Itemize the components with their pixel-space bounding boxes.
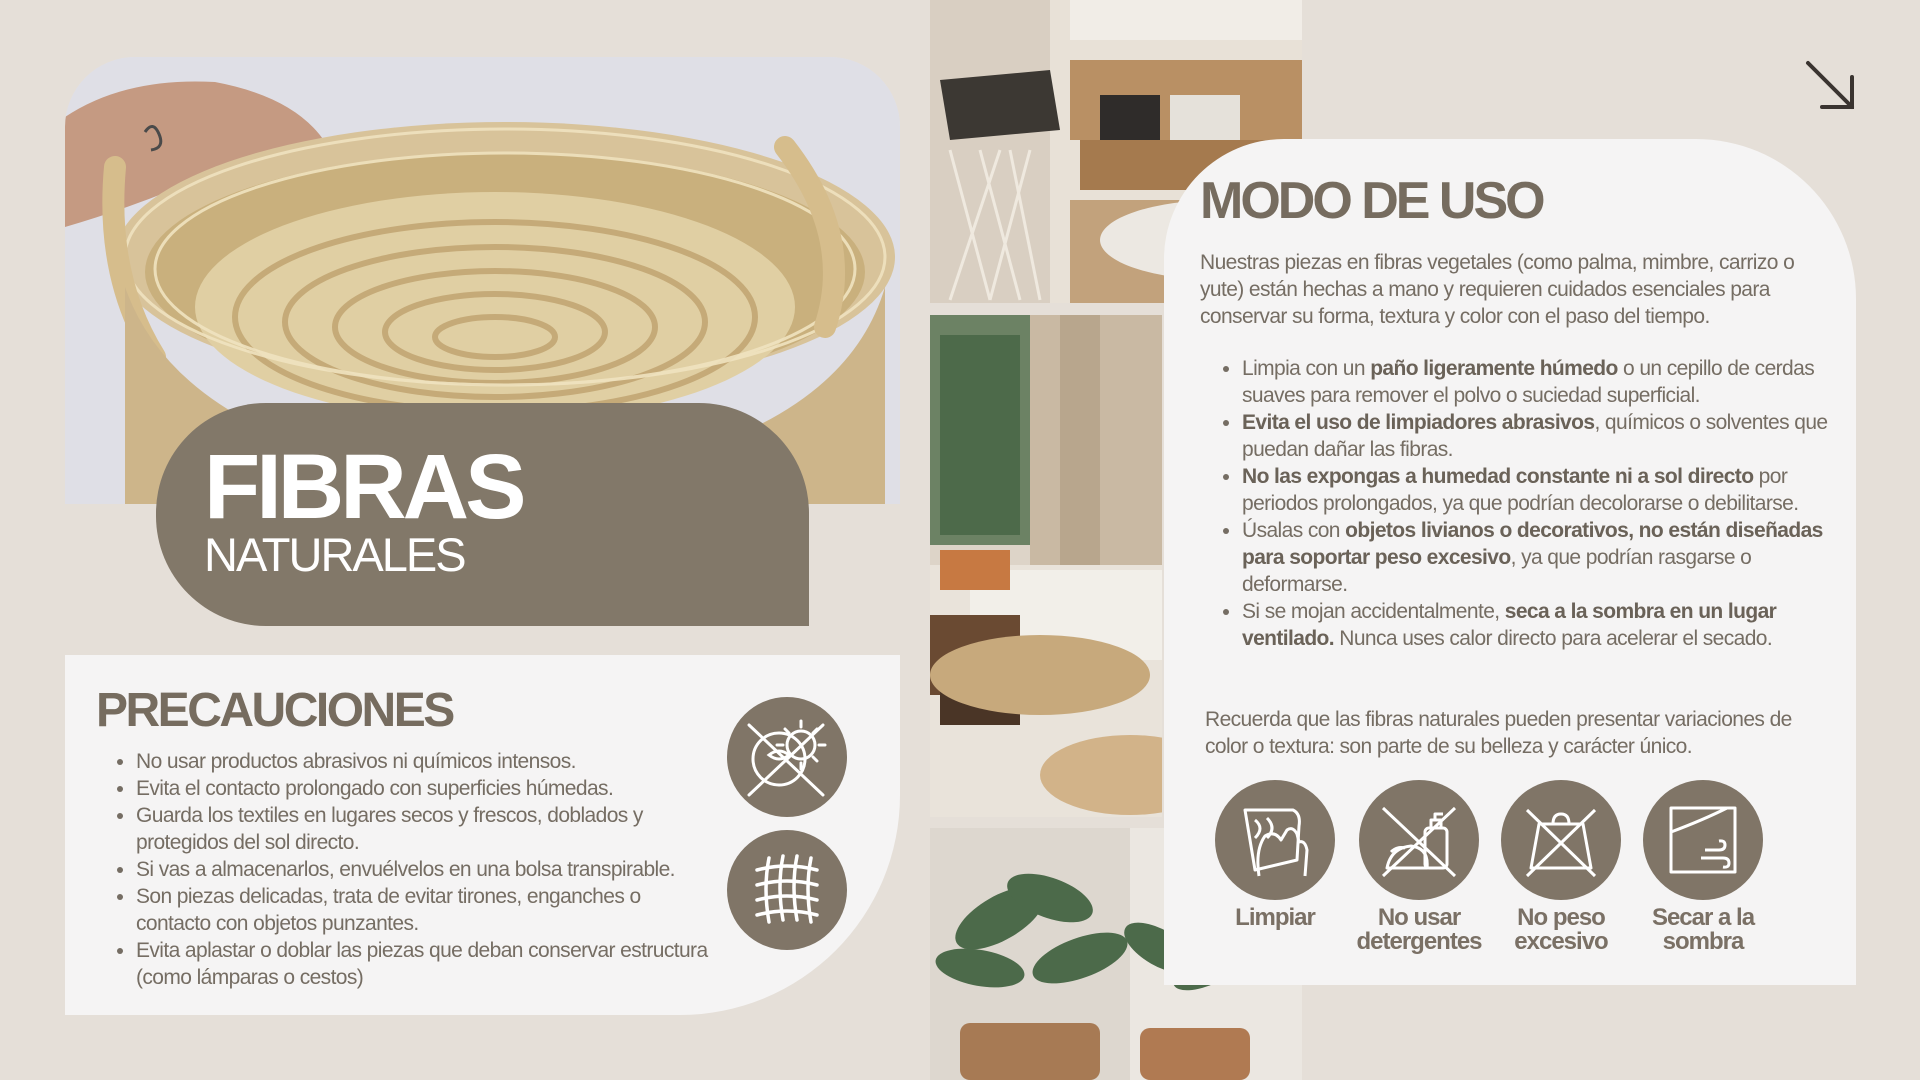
page-subtitle: NATURALES bbox=[204, 528, 465, 581]
no-chemicals-icon bbox=[727, 697, 847, 817]
usage-card bbox=[1164, 139, 1856, 985]
care-label: Limpiar bbox=[1235, 904, 1315, 931]
care-item-no-weight bbox=[1486, 780, 1636, 954]
list-item: • Son piezas delicadas, trata de evitar tirones, enganches o contacto con objetos punzantes. bbox=[136, 883, 716, 937]
list-item: • Evita aplastar o doblar las piezas que deban conservar estructura (como lámparas o cestos) bbox=[136, 937, 716, 991]
care-label: No usar detergentes bbox=[1356, 904, 1482, 955]
living-room-photo-middle bbox=[930, 315, 1162, 817]
list-item: • Evita el uso de limpiadores abrasivos, químicos o solventes que puedan dañar las fibras. bbox=[1242, 409, 1842, 463]
wipe-cloth-icon bbox=[1215, 780, 1335, 900]
care-item-no-detergent bbox=[1344, 780, 1494, 954]
usage-list bbox=[1214, 355, 1842, 652]
usage-intro: Nuestras piezas en fibras vegetales (como palma, mimbre, carrizo o yute) están hechas a mano y requieren cuidados esenciales para conservar su forma, textura y color con el paso del tiempo. bbox=[1200, 251, 1795, 328]
list-item: • Úsalas con objetos livianos o decorativos, no están diseñadas para soportar peso excesivo, ya que podrían rasgarse o deformarse. bbox=[1242, 517, 1842, 598]
list-item: • No las expongas a humedad constante ni a sol directo por periodos prolongados, ya que podrían decolorarse o debilitarse. bbox=[1242, 463, 1842, 517]
care-label: Secar a la sombra bbox=[1651, 904, 1755, 955]
list-item: • Guarda los textiles en lugares secos y frescos, doblados y protegidos del sol directo. bbox=[136, 802, 716, 856]
list-item: • Evita el contacto prolongado con superficies húmedas. bbox=[136, 775, 716, 802]
precautions-card bbox=[65, 655, 900, 1015]
precautions-title: PRECAUCIONES bbox=[96, 684, 453, 737]
usage-title: MODO DE USO bbox=[1200, 172, 1543, 230]
usage-outro: Recuerda que las fibras naturales pueden presentar variaciones de color o textura: son parte de su belleza y carácter único. bbox=[1205, 708, 1792, 758]
title-block bbox=[156, 403, 809, 626]
care-label: No peso excesivo bbox=[1514, 904, 1608, 955]
list-item: • Si se mojan accidentalmente, seca a la sombra en un lugar ventilado. Nunca uses calor directo para acelerar el secado. bbox=[1242, 598, 1842, 652]
no-heavy-weight-icon bbox=[1501, 780, 1621, 900]
precautions-list bbox=[111, 748, 716, 991]
woven-fiber-icon bbox=[727, 830, 847, 950]
care-item-dry-shade bbox=[1628, 780, 1778, 954]
list-item: • Limpia con un paño ligeramente húmedo o un cepillo de cerdas suaves para remover el polvo o suciedad superficial. bbox=[1242, 355, 1842, 409]
arrow-down-right-icon bbox=[1800, 55, 1860, 115]
dry-in-shade-icon bbox=[1643, 780, 1763, 900]
list-item: • No usar productos abrasivos ni químicos intensos. bbox=[136, 748, 716, 775]
page-title: FIBRAS bbox=[204, 436, 523, 538]
care-item-clean bbox=[1200, 780, 1350, 930]
no-detergent-icon bbox=[1359, 780, 1479, 900]
list-item: • Si vas a almacenarlos, envuélvelos en una bolsa transpirable. bbox=[136, 856, 716, 883]
